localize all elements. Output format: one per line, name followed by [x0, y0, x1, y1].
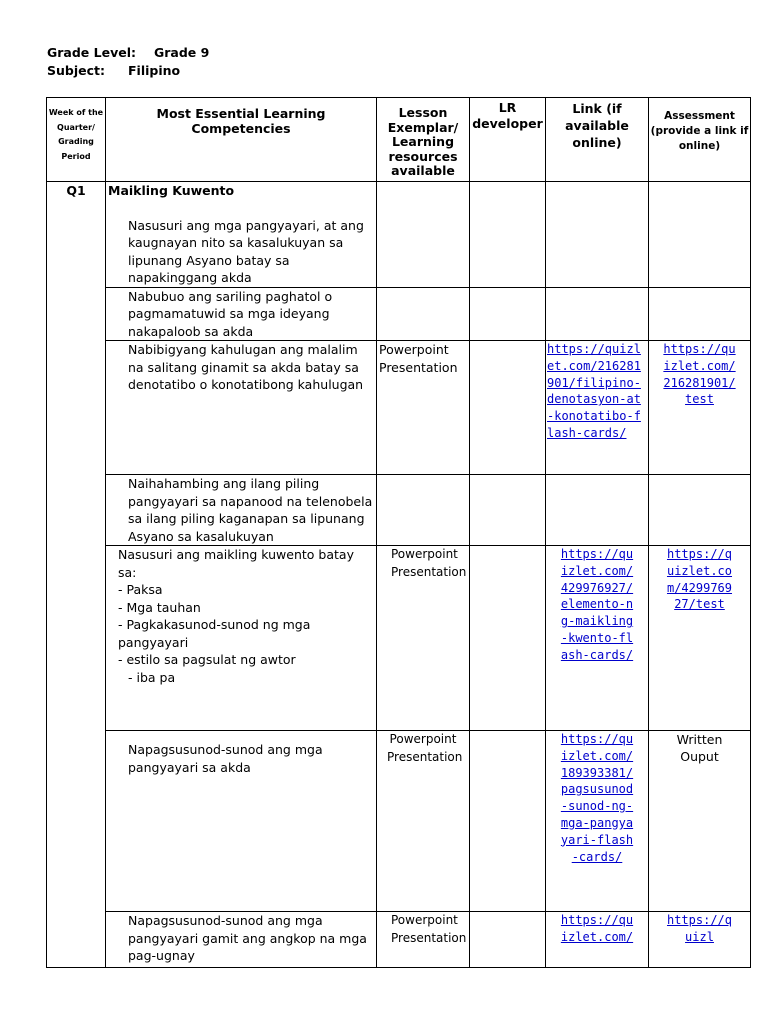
- assessment-link[interactable]: https://quizl: [649, 912, 751, 968]
- competency-text: Nabubuo ang sariling paghatol o pagmamatuwid sa mga ideyang nakapaloob sa akda: [106, 287, 377, 341]
- competency-text: Nasusuri ang maikling kuwento batay sa:: [118, 547, 354, 580]
- subject-value: Filipino: [128, 63, 181, 78]
- header-lr-developer: LR developer: [470, 98, 546, 182]
- quizlet-link[interactable]: https://quizlet.com/429976927/elemento-ng-maikling-kwento-flash-cards/: [546, 546, 649, 731]
- header-link: Link (if available online): [546, 98, 649, 182]
- lr-cell: [470, 475, 546, 546]
- sub-item: - iba pa: [128, 669, 176, 685]
- table-row: [47, 731, 751, 912]
- lesson-cell: [377, 287, 470, 341]
- assessment-cell: [649, 475, 751, 546]
- lr-cell: [470, 182, 546, 288]
- lesson-cell: Powerpoint Presentation: [377, 341, 470, 475]
- table-row: [47, 912, 751, 968]
- sub-item: - Mga tauhan: [118, 599, 201, 615]
- header-week: Week of the Quarter/ Grading Period: [47, 98, 106, 182]
- competency-text: Napagsusunod-sunod ang mga pangyayari gamit ang angkop na mga pag-ugnay: [106, 912, 377, 968]
- lesson-cell: Powerpoint Presentation: [377, 546, 470, 731]
- quizlet-link[interactable]: https://quizlet.com/189393381/pagsusunod-sunod-ng-mga-pangyayari-flash-cards/: [546, 731, 649, 912]
- grade-level-line: [47, 45, 209, 60]
- assessment-cell: [649, 287, 751, 341]
- lesson-cell: [377, 182, 470, 288]
- assessment-link[interactable]: https://quizlet.com/216281901/test: [649, 341, 751, 475]
- header-competencies: Most Essential Learning Competencies: [106, 98, 377, 182]
- competency-cell: [106, 182, 377, 288]
- lr-cell: [470, 287, 546, 341]
- competency-table: [46, 97, 751, 968]
- assessment-link[interactable]: https://quizlet.com/429976927/test: [649, 546, 751, 731]
- sub-item: - estilo sa pagsulat ng awtor: [118, 652, 296, 667]
- lr-cell: [470, 912, 546, 968]
- header-assessment: Assessment (provide a link if online): [649, 98, 751, 182]
- table-row: [47, 287, 751, 341]
- grade-level-value: Grade 9: [154, 45, 210, 60]
- header-row: [47, 98, 751, 182]
- table-row: [47, 475, 751, 546]
- competency-text: Naihahambing ang ilang piling pangyayari sa napanood na telenobela sa ilang piling kaganapan sa lipunang Asyano sa kasalukuyan: [106, 475, 377, 546]
- sub-item-list: [108, 581, 374, 686]
- lr-cell: [470, 731, 546, 912]
- lesson-cell: Powerpoint Presentation: [377, 731, 470, 912]
- subject-label: Subject:: [47, 63, 105, 78]
- quizlet-link[interactable]: https://quizlet.com/: [546, 912, 649, 968]
- header-lesson-exemplar: Lesson Exemplar/ Learning resources available: [377, 98, 470, 182]
- lesson-cell: [377, 475, 470, 546]
- assessment-cell: [649, 182, 751, 288]
- quarter-cell: Q1: [47, 182, 106, 968]
- competency-text: Nabibigyang kahulugan ang malalim na salitang ginamit sa akda batay sa denotatibo o konotatibong kahulugan: [106, 341, 377, 475]
- link-cell: [546, 287, 649, 341]
- link-cell: [546, 475, 649, 546]
- sub-item: - Pagkakasunod-sunod ng mga pangyayari: [118, 617, 311, 650]
- topic-title: Maikling Kuwento: [108, 183, 235, 198]
- assessment-text: Written Ouput: [649, 731, 751, 912]
- competency-text: Napagsusunod-sunod ang mga pangyayari sa akda: [106, 731, 377, 912]
- table-row: [47, 182, 751, 288]
- grade-level-label: Grade Level:: [47, 45, 136, 60]
- lr-cell: [470, 341, 546, 475]
- competency-text: Nasusuri ang mga pangyayari, at ang kaugnayan nito sa kasalukuyan sa lipunang Asyano batay sa napakinggang akda: [128, 217, 364, 285]
- table-row: [47, 341, 751, 475]
- sub-item: - Paksa: [118, 582, 163, 597]
- lesson-cell: Powerpoint Presentation: [377, 912, 470, 968]
- lr-cell: [470, 546, 546, 731]
- table-row: [47, 546, 751, 731]
- quizlet-link[interactable]: https://quizlet.com/216281901/filipino-denotasyon-at-konotatibo-flash-cards/: [546, 341, 649, 475]
- competency-cell: [106, 546, 377, 731]
- link-cell: [546, 182, 649, 288]
- subject-line: [47, 63, 180, 78]
